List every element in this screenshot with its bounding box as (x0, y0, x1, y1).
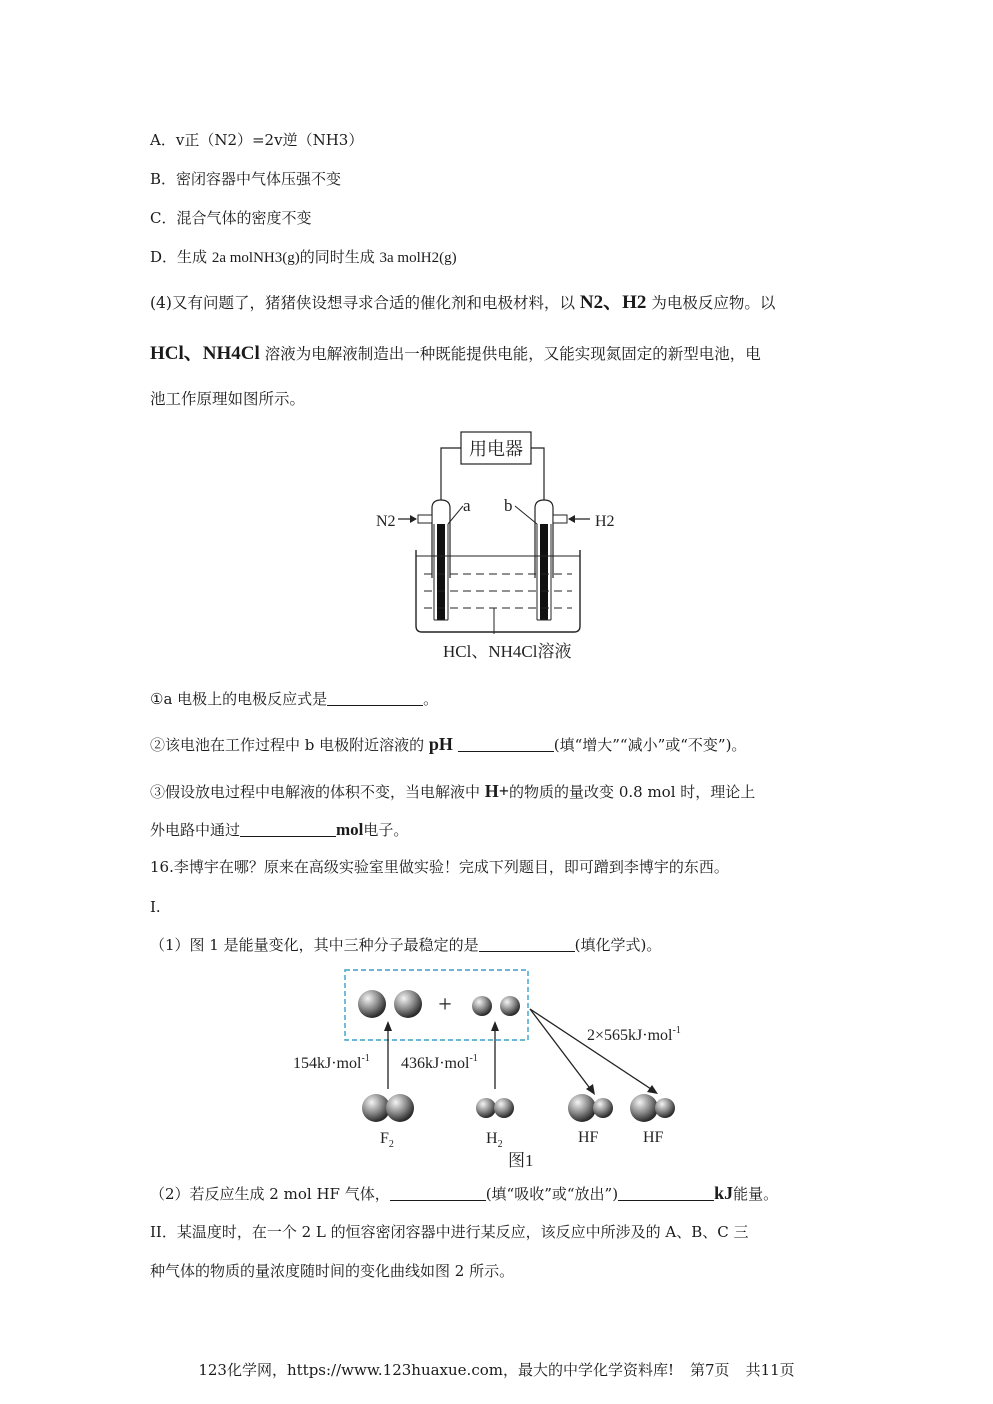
option-b-text: 密闭容器中气体压强不变 (176, 170, 342, 188)
label-hf-2: HF (643, 1129, 664, 1146)
q4-line3: 池工作原理如图所示。 (150, 390, 306, 408)
q4-sub3-line1: ③假设放电过程中电解液的体积不变，当电解液中 H+的物质的量改变 0.8 mol 时，理论上 (150, 781, 756, 801)
q16-sub2: （2）若反应生成 2 mol HF 气体， (填“吸收”或“放出”) kJ能量。 (150, 1183, 779, 1203)
q4-reactants: N2、H2 (579, 292, 647, 313)
figure1-caption: 图1 (508, 1151, 534, 1170)
energy-hf: 2×565kJ·mol$^{-1}$ (587, 1025, 681, 1044)
answer-blank-3[interactable] (240, 822, 336, 837)
plus-sign: + (438, 992, 452, 1018)
q4-line2: HCl、NH4Cl 溶液为电解液制造出一种既能提供电能，又能实现氮固定的新型电池，电 (150, 343, 761, 364)
q16-part1: I. (150, 898, 161, 916)
answer-blank-4[interactable] (479, 937, 575, 952)
q4-line1: (4)又有问题了，猪猪侠设想寻求合适的催化剂和电极材料，以 N2、H2 为电极反应物。以 (150, 292, 776, 313)
device-label: 用电器 (469, 439, 523, 459)
option-d: D．生成 2a molNH3(g)的同时生成 3a molH2(g) (150, 248, 457, 266)
label-f2: $F_2$ (380, 1130, 394, 1150)
label-hf-1: HF (578, 1129, 599, 1146)
energy-figure (290, 965, 710, 1175)
footer-page: 第7页 (690, 1361, 730, 1379)
electrode-b-label: b (504, 496, 513, 515)
option-a: A．v正（N2）=2v逆（NH3） (150, 131, 364, 149)
q16-part2-line1: II．某温度时，在一个 2 L 的恒容密闭容器中进行某反应，该反应中所涉及的 A、B、C 三 (150, 1223, 749, 1241)
left-gas-label: N2 (376, 513, 396, 530)
energy-h2: 436kJ·mol$^{-1}$ (401, 1053, 478, 1072)
q4-sub2: ②该电池在工作过程中 b 电极附近溶液的 pH (填“增大”“减小”或“不变”)。 (150, 734, 747, 754)
energy-f2: 154kJ·mol$^{-1}$ (293, 1053, 370, 1072)
q16-sub1: （1）图 1 是能量变化，其中三种分子最稳定的是 (填化学式)。 (150, 936, 662, 954)
answer-blank-6[interactable] (618, 1186, 714, 1201)
q16-title: 16.李博宇在哪？原来在高级实验室里做实验！完成下列题目，即可蹭到李博宇的东西。 (150, 858, 729, 876)
answer-blank-1[interactable] (327, 691, 423, 706)
page-footer (0, 1359, 993, 1380)
answer-blank-5[interactable] (390, 1186, 486, 1201)
footer-site: 123化学网，https://www.123huaxue.com，最大的中学化学资料库! (198, 1361, 675, 1379)
q4-electrolyte: HCl、NH4Cl (150, 343, 260, 364)
option-a-text: v正（N2）=2v逆（NH3） (175, 131, 364, 149)
electrode-a-label: a (463, 496, 471, 515)
footer-total: 共11页 (745, 1361, 795, 1379)
battery-diagram (370, 428, 615, 664)
q4-sub1: ①a 电极上的电极反应式是 。 (150, 690, 439, 708)
solution-label: HCl、NH4Cl溶液 (443, 642, 572, 661)
q4-sub3-line2: 外电路中通过 mol电子。 (150, 820, 409, 839)
option-b: B．密闭容器中气体压强不变 (150, 170, 342, 188)
right-gas-label: H2 (595, 513, 615, 530)
option-c-text: 混合气体的密度不变 (176, 209, 312, 227)
option-c: C．混合气体的密度不变 (150, 209, 312, 227)
q16-part2-line2: 种气体的物质的量浓度随时间的变化曲线如图 2 所示。 (150, 1262, 515, 1280)
label-h2: $H_2$ (486, 1130, 503, 1150)
answer-blank-2[interactable] (458, 737, 554, 752)
